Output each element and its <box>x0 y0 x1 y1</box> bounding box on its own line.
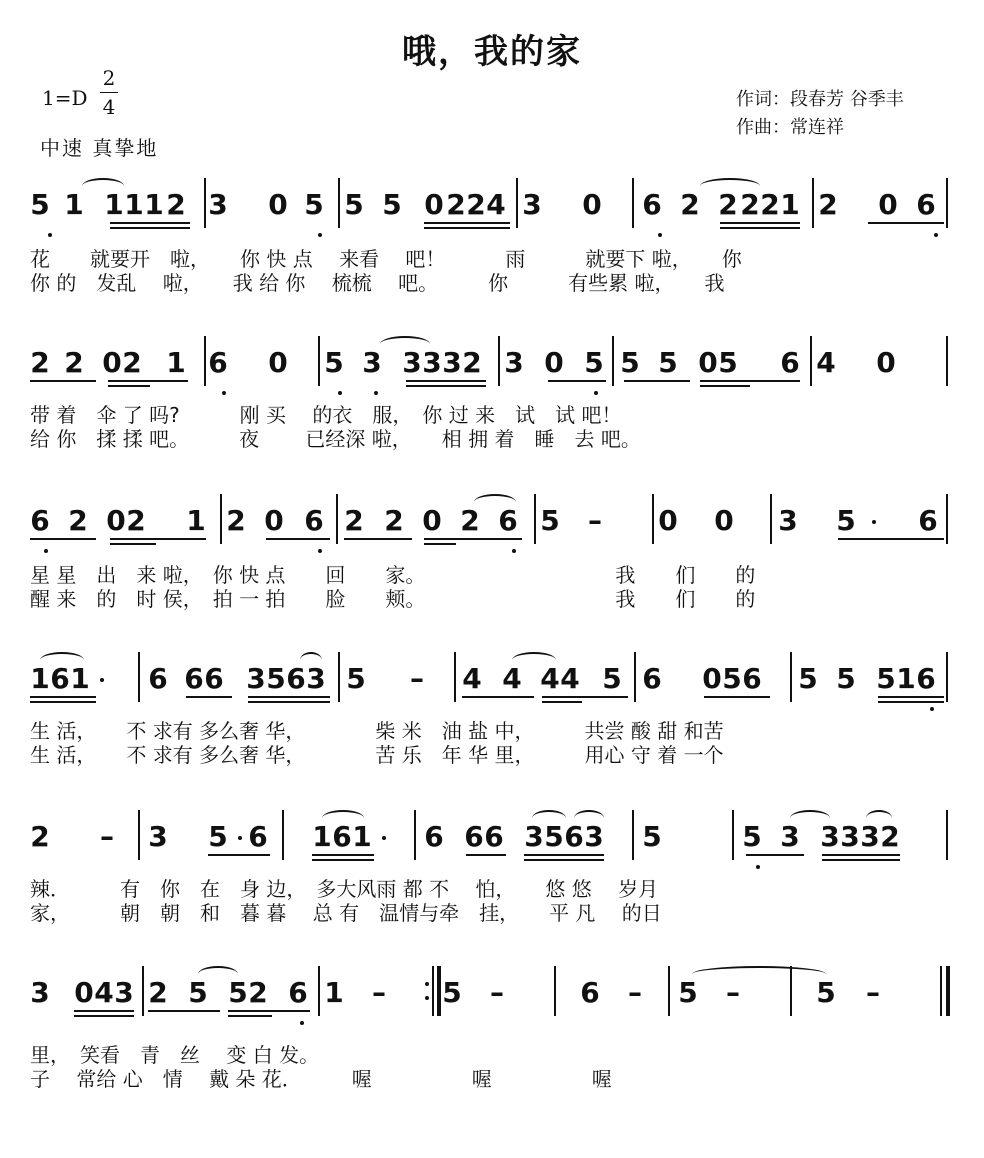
underline <box>524 854 604 856</box>
barline <box>516 178 518 228</box>
underline <box>406 380 486 382</box>
barline <box>770 494 772 544</box>
barline <box>142 966 144 1016</box>
underline <box>868 222 944 224</box>
time-signature-bottom: 4 <box>102 95 116 119</box>
underline <box>228 1010 310 1012</box>
note: 5 <box>584 346 604 379</box>
barline <box>946 178 948 228</box>
underline <box>720 222 800 224</box>
notation-line <box>0 810 984 870</box>
underline <box>30 696 96 698</box>
dash: – <box>372 976 386 1009</box>
barline <box>732 810 734 860</box>
note: 2 <box>446 188 466 221</box>
song-title: 哦，我的家 <box>402 32 582 72</box>
lyrics-verse-1: 花 就要开 啦， 你 快 点 来看 吧！ 雨 就要下 啦， 你 <box>30 247 742 271</box>
note: 6 <box>204 662 224 695</box>
note: 2 <box>880 820 900 853</box>
underline <box>148 1010 220 1012</box>
dash: – <box>410 662 424 695</box>
slur <box>198 966 238 982</box>
octave-dot <box>512 549 516 553</box>
repeat-barline <box>432 966 434 1016</box>
note: 3 <box>306 662 326 695</box>
note: 3 <box>402 346 422 379</box>
note: 5 <box>266 662 286 695</box>
note: 5 <box>798 662 818 695</box>
note: 2 <box>148 976 168 1009</box>
note: 5 <box>678 976 698 1009</box>
underline <box>266 538 330 540</box>
note: 5 <box>620 346 640 379</box>
slur <box>300 652 322 668</box>
note: 2 <box>460 504 480 537</box>
underline <box>822 854 900 856</box>
slur <box>574 810 604 826</box>
octave-dot <box>658 233 662 237</box>
underline <box>248 696 330 698</box>
note: 2 <box>226 504 246 537</box>
underline <box>312 854 374 856</box>
slur <box>82 178 124 194</box>
note: 6 <box>564 820 584 853</box>
octave-dot <box>594 391 598 395</box>
underline <box>424 222 510 224</box>
note: 3 <box>148 820 168 853</box>
time-signature <box>100 66 118 119</box>
note: 2 <box>818 188 838 221</box>
barline <box>138 652 140 702</box>
note: 0 <box>264 504 284 537</box>
underline <box>110 538 206 540</box>
note: 2 <box>122 346 142 379</box>
underline-double <box>110 543 156 545</box>
underline-double <box>424 543 456 545</box>
note: 1 <box>70 662 90 695</box>
note: 2 <box>30 346 50 379</box>
note: 6 <box>742 662 762 695</box>
octave-dot <box>934 233 938 237</box>
note: 3 <box>524 820 544 853</box>
note: 5 <box>540 504 560 537</box>
underline-double <box>878 701 944 703</box>
slur <box>474 494 516 510</box>
dash: – <box>490 976 504 1009</box>
underline <box>462 696 534 698</box>
note: 3 <box>362 346 382 379</box>
underline-double <box>228 1015 272 1017</box>
underline-double <box>110 227 190 229</box>
barline <box>318 336 320 386</box>
note: 0 <box>102 346 122 379</box>
note: 6 <box>484 820 504 853</box>
notation-line <box>0 494 984 554</box>
note: 6 <box>304 504 324 537</box>
underline <box>30 380 96 382</box>
underline-double <box>108 385 150 387</box>
note: 5 <box>742 820 762 853</box>
note: 4 <box>560 662 580 695</box>
note: 6 <box>30 504 50 537</box>
lyrics-verse-2: 子 常给 心 情 戴 朵 花． 喔 喔 喔 <box>30 1067 612 1091</box>
note: 3 <box>504 346 524 379</box>
note: 2 <box>740 188 760 221</box>
note: 0 <box>582 188 602 221</box>
note: 0 <box>422 504 442 537</box>
note: 3 <box>778 504 798 537</box>
final-barline <box>946 966 950 1016</box>
underline <box>344 538 412 540</box>
underline <box>548 380 606 382</box>
underline-double <box>720 227 800 229</box>
note: 3 <box>820 820 840 853</box>
note: 0 <box>74 976 94 1009</box>
note: 6 <box>916 662 936 695</box>
underline-double <box>30 701 96 703</box>
note: 0 <box>268 188 288 221</box>
note: 5 <box>324 346 344 379</box>
note: 3 <box>584 820 604 853</box>
barline <box>220 494 222 544</box>
note: 0 <box>268 346 288 379</box>
underline <box>110 222 190 224</box>
note: 6 <box>642 662 662 695</box>
note: 4 <box>462 662 482 695</box>
slur <box>790 810 830 826</box>
note: 3 <box>114 976 134 1009</box>
underline <box>186 696 232 698</box>
lyrics-verse-1: 里， 笑看 青 丝 变 白 发。 <box>30 1043 320 1067</box>
barline <box>554 966 556 1016</box>
repeat-dot <box>425 996 429 1000</box>
barline <box>612 336 614 386</box>
note: 6 <box>288 976 308 1009</box>
underline-double <box>406 385 486 387</box>
note: 0 <box>714 504 734 537</box>
note: 6 <box>248 820 268 853</box>
note: 6 <box>916 188 936 221</box>
barline <box>634 652 636 702</box>
repeat-barline <box>437 966 441 1016</box>
barline <box>946 810 948 860</box>
note: 5 <box>30 188 50 221</box>
note: 2 <box>68 504 88 537</box>
lyrics-verse-1: 生 活， 不 求有 多么奢 华， 柴 米 油 盐 中， 共尝 酸 甜 和苦 <box>30 719 724 743</box>
note: 3 <box>860 820 880 853</box>
lyricist-credit: 作词：段春芳 谷季丰 <box>736 89 904 110</box>
underline-double <box>822 859 900 861</box>
lyrics-verse-1: 辣． 有 你 在 身 边， 多大风雨 都 不 怕， 悠 悠 岁月 <box>30 877 659 901</box>
note: 1 <box>324 976 344 1009</box>
note: 6 <box>580 976 600 1009</box>
note: 2 <box>718 188 738 221</box>
note: 0 <box>424 188 444 221</box>
note: 5 <box>876 662 896 695</box>
note: 5 <box>346 662 366 695</box>
dash: – <box>588 504 602 537</box>
barline <box>946 494 948 544</box>
dash: – <box>726 976 740 1009</box>
note: 3 <box>780 820 800 853</box>
dash: – <box>628 976 642 1009</box>
note: 6 <box>286 662 306 695</box>
note: 6 <box>148 662 168 695</box>
note: 6 <box>464 820 484 853</box>
underline <box>746 854 804 856</box>
underline <box>704 696 770 698</box>
underline <box>542 696 628 698</box>
octave-dot <box>756 865 760 869</box>
barline <box>812 178 814 228</box>
underline <box>878 696 944 698</box>
note: 3 <box>522 188 542 221</box>
note: 0 <box>702 662 722 695</box>
notation-line <box>0 966 984 1026</box>
note: 2 <box>462 346 482 379</box>
underline <box>700 380 800 382</box>
note: 5 <box>816 976 836 1009</box>
note: 6 <box>208 346 228 379</box>
barline <box>632 810 634 860</box>
note: 1 <box>896 662 916 695</box>
note: 1 <box>780 188 800 221</box>
slur <box>40 652 84 668</box>
octave-dot <box>382 836 386 840</box>
octave-dot <box>374 391 378 395</box>
note: 1 <box>104 188 124 221</box>
note: 5 <box>718 346 738 379</box>
note: 3 <box>246 662 266 695</box>
time-signature-top: 2 <box>102 66 116 90</box>
underline-double <box>74 1015 134 1017</box>
lyrics-verse-2: 家， 朝 朝 和 暮 暮 总 有 温情与牵 挂， 平 凡 的日 <box>30 901 662 925</box>
slur <box>512 652 556 668</box>
credits <box>736 86 904 142</box>
note: 6 <box>50 662 70 695</box>
octave-dot <box>318 549 322 553</box>
slur <box>322 810 364 826</box>
note: 2 <box>30 820 50 853</box>
note: 6 <box>332 820 352 853</box>
note: 0 <box>876 346 896 379</box>
note: 6 <box>642 188 662 221</box>
note: 6 <box>498 504 518 537</box>
note: 1 <box>186 504 206 537</box>
note: 1 <box>166 346 186 379</box>
underline-double <box>424 227 510 229</box>
slur <box>700 178 760 194</box>
note: 5 <box>722 662 742 695</box>
note: 4 <box>502 662 522 695</box>
underline <box>74 1010 134 1012</box>
note: 6 <box>184 662 204 695</box>
note: 5 <box>836 504 856 537</box>
composer-credit: 作曲：常连祥 <box>736 117 844 138</box>
repeat-dot <box>425 982 429 986</box>
note: 0 <box>106 504 126 537</box>
dash: – <box>100 820 114 853</box>
barline <box>338 178 340 228</box>
lyrics-verse-2: 生 活， 不 求有 多么奢 华， 苦 乐 年 华 里， 用心 守 着 一个 <box>30 743 724 767</box>
note: 4 <box>540 662 560 695</box>
note: 1 <box>144 188 164 221</box>
slur <box>380 336 430 352</box>
note: 5 <box>228 976 248 1009</box>
note: 1 <box>64 188 84 221</box>
octave-dot <box>44 549 48 553</box>
barline <box>204 178 206 228</box>
note: 3 <box>208 188 228 221</box>
note: 6 <box>918 504 938 537</box>
note: 5 <box>304 188 324 221</box>
note: 5 <box>602 662 622 695</box>
octave-dot <box>930 707 934 711</box>
barline <box>204 336 206 386</box>
note: 3 <box>840 820 860 853</box>
octave-dot <box>318 233 322 237</box>
barline <box>946 336 948 386</box>
barline <box>790 652 792 702</box>
notation-line <box>0 178 984 238</box>
underline <box>30 538 96 540</box>
barline <box>652 494 654 544</box>
note: 2 <box>466 188 486 221</box>
octave-dot <box>238 836 242 840</box>
note: 1 <box>30 662 50 695</box>
underline <box>108 380 188 382</box>
octave-dot <box>338 391 342 395</box>
barline <box>414 810 416 860</box>
barline <box>810 336 812 386</box>
barline <box>632 178 634 228</box>
note: 2 <box>760 188 780 221</box>
note: 1 <box>352 820 372 853</box>
octave-dot <box>48 233 52 237</box>
octave-dot <box>872 520 876 524</box>
underline-double <box>700 385 750 387</box>
note: 5 <box>208 820 228 853</box>
note: 5 <box>658 346 678 379</box>
barline <box>498 336 500 386</box>
note: 2 <box>344 504 364 537</box>
note: 5 <box>344 188 364 221</box>
lyrics-verse-1: 星 星 出 来 啦， 你 快 点 回 家。 我 们 的 <box>30 563 756 587</box>
note: 5 <box>544 820 564 853</box>
octave-dot <box>300 1021 304 1025</box>
underline <box>424 538 522 540</box>
barline <box>282 810 284 860</box>
note: 3 <box>422 346 442 379</box>
note: 5 <box>188 976 208 1009</box>
note: 0 <box>544 346 564 379</box>
slur <box>692 966 826 982</box>
underline <box>838 538 944 540</box>
time-signature-divider <box>100 92 118 93</box>
note: 4 <box>486 188 506 221</box>
note: 2 <box>248 976 268 1009</box>
underline <box>208 854 270 856</box>
note: 5 <box>836 662 856 695</box>
note: 2 <box>126 504 146 537</box>
underline-double <box>542 701 582 703</box>
note: 4 <box>816 346 836 379</box>
note: 5 <box>382 188 402 221</box>
lyrics-verse-2: 你 的 发乱 啦， 我 给 你 梳梳 吧。 你 有些累 啦， 我 <box>30 271 725 295</box>
note: 0 <box>698 346 718 379</box>
notation-line <box>0 336 984 396</box>
underline-double <box>248 701 330 703</box>
lyrics-verse-1: 带 着 伞 了 吗? 刚 买 的衣 服， 你 过 来 试 试 吧！ <box>30 403 622 427</box>
underline-double <box>524 859 604 861</box>
note: 3 <box>30 976 50 1009</box>
barline <box>946 652 948 702</box>
underline-double <box>312 859 374 861</box>
note: 0 <box>658 504 678 537</box>
barline <box>534 494 536 544</box>
tempo-marking: 中速 真挚地 <box>40 136 159 160</box>
note: 2 <box>384 504 404 537</box>
barline <box>454 652 456 702</box>
note: 3 <box>442 346 462 379</box>
notation-line <box>0 652 984 712</box>
dash: – <box>866 976 880 1009</box>
barline <box>138 810 140 860</box>
key-signature: 1=D <box>42 86 88 110</box>
octave-dot <box>222 391 226 395</box>
note: 5 <box>642 820 662 853</box>
underline <box>466 854 506 856</box>
final-barline <box>940 966 942 1016</box>
slur <box>866 810 892 826</box>
note: 1 <box>312 820 332 853</box>
note: 2 <box>166 188 186 221</box>
note: 6 <box>424 820 444 853</box>
barline <box>318 966 320 1016</box>
barline <box>338 652 340 702</box>
note: 1 <box>124 188 144 221</box>
note: 0 <box>878 188 898 221</box>
lyrics-verse-2: 给 你 揉 揉 吧。 夜 已经深 啦， 相 拥 着 睡 去 吧。 <box>30 427 641 451</box>
note: 5 <box>442 976 462 1009</box>
note: 2 <box>64 346 84 379</box>
octave-dot <box>100 678 104 682</box>
lyrics-verse-2: 醒 来 的 时 侯， 拍 一 拍 脸 颊。 我 们 的 <box>30 587 756 611</box>
underline <box>624 380 690 382</box>
note: 6 <box>780 346 800 379</box>
note: 4 <box>94 976 114 1009</box>
barline <box>668 966 670 1016</box>
note: 2 <box>680 188 700 221</box>
slur <box>532 810 566 826</box>
barline <box>336 494 338 544</box>
